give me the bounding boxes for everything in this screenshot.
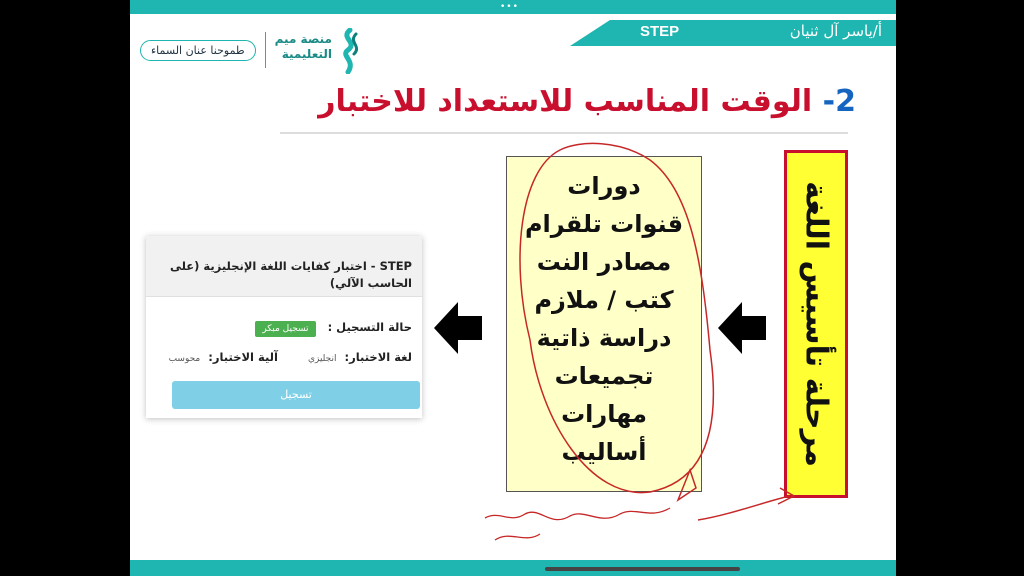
title-text: الوقت المناسب للاستعداد للاختبار	[318, 84, 813, 119]
status-badge: تسجيل مبكر	[255, 321, 315, 337]
stage-label: مرحلة تأسيس اللغة	[798, 181, 834, 467]
list-item: مهارات	[561, 400, 647, 428]
step-label: STEP	[640, 23, 680, 40]
logo-name-line1: منصة ميم	[274, 32, 332, 46]
slide	[130, 0, 896, 576]
bottom-bar	[130, 560, 896, 576]
mode-value: محوسب	[168, 354, 201, 364]
card-title: STEP - اختبار كفايات اللغة الإنجليزية (على الحاسب الآلي)	[169, 259, 412, 290]
list-item: أساليب	[561, 438, 647, 466]
register-button[interactable]: تسجيل	[172, 381, 420, 409]
list-item: دورات	[567, 172, 641, 200]
status-label: حالة التسجيل :	[327, 320, 412, 334]
language-label: لغة الاختبار:	[344, 350, 412, 364]
author-name: أ/ياسر آل ثنيان	[789, 22, 882, 40]
title-number: 2-	[822, 84, 856, 119]
list-item: تجميعات	[554, 362, 654, 390]
logo-slogan: طموحنا عنان السماء	[140, 40, 256, 61]
home-indicator[interactable]	[545, 567, 740, 571]
list-item: كتب / ملازم	[534, 286, 674, 314]
mode-label: آلية الاختبار:	[208, 350, 278, 364]
list-item: مصادر النت	[536, 248, 672, 276]
list-item: دراسة ذاتية	[536, 324, 672, 352]
list-item: قنوات تلقرام	[524, 210, 684, 238]
handwritten-annotation	[130, 0, 896, 576]
logo-name-line2: التعليمية	[281, 47, 332, 61]
language-value: انجليزي	[307, 354, 337, 364]
more-dots-icon[interactable]: •••	[500, 2, 519, 12]
